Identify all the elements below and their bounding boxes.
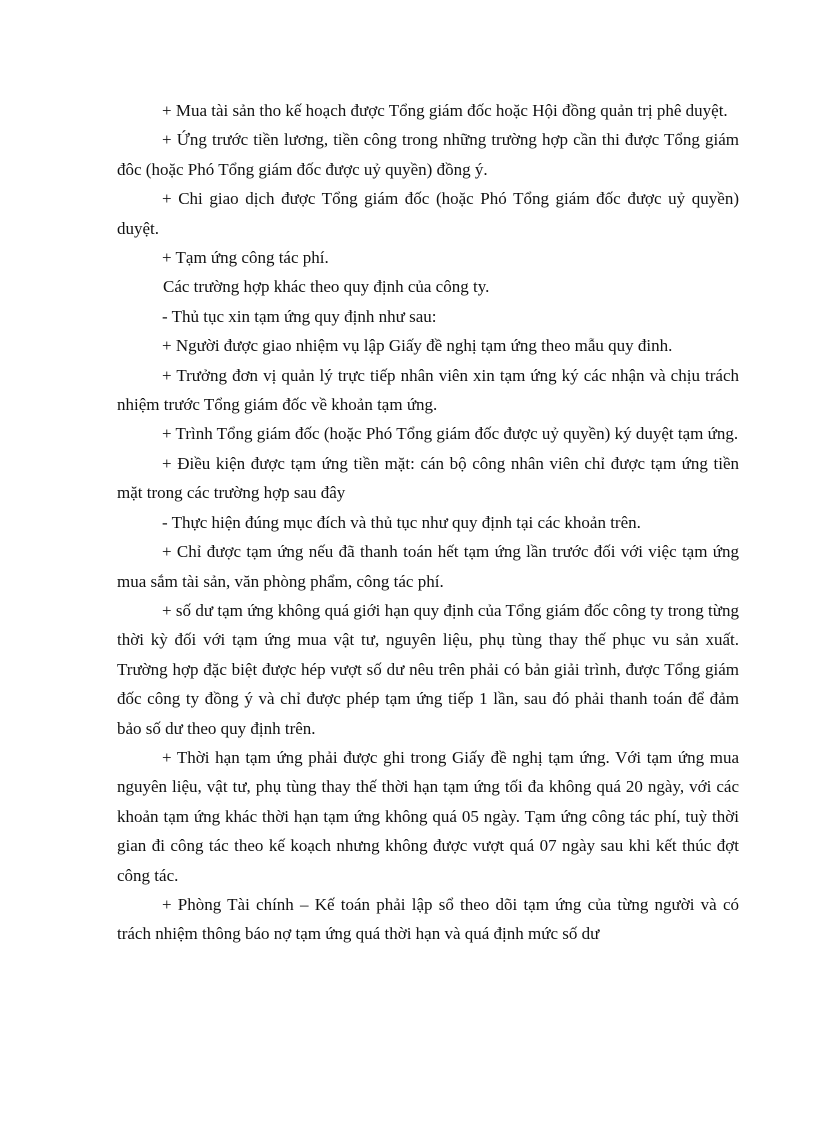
paragraph-advance-procedure: - Thủ tục xin tạm ứng quy định như sau: [162,306,437,326]
paragraph-salary-advance: + Ứng trước tiền lương, tiền công trong những trường hợp cần thi được Tổng giám đôc (hoặc Phó Tổng giám đốc được uỷ quyền) đồng ý. [117,130,739,179]
paragraph-cash-advance-conditions: + Điều kiện được tạm ứng tiền mặt: cán bộ công nhân viên chỉ được tạm ứng tiền mặt trong các trường hợp sau đây [117,453,739,503]
paragraph-request-form: + Người được giao nhiệm vụ lập Giấy đề nghị tạm ứng theo mẫu quy đinh. [162,336,673,356]
paragraph-other-cases: Các trường hợp khác theo quy định của công ty. [163,277,490,297]
paragraph-unit-head-approval: + Trưởng đơn vị quản lý trực tiếp nhân viên xin tạm ứng ký các nhận và chịu trách nhiệm trước Tổng giám đốc về khoản tạm ứng. [117,365,739,415]
paragraph-previous-settlement: + Chỉ được tạm ứng nếu đã thanh toán hết tạm ứng lần trước đối với việc tạm ứng mua sắm tài sản, văn phòng phẩm, công tác phí. [117,542,739,591]
paragraph-transaction-expense: + Chi giao dịch được Tổng giám đốc (hoặc Phó Tổng giám đốc được uỷ quyền) duyệt. [117,189,739,238]
paragraph-correct-purpose: - Thực hiện đúng mục đích và thủ tục như quy định tại các khoản trên. [162,512,641,532]
paragraph-accounting-ledger: + Phòng Tài chính – Kế toán phải lập sổ theo dõi tạm ứng của từng người và có trách nhiệm thông báo nợ tạm ứng quá thời hạn và quá định mức số dư [117,894,739,944]
paragraph-asset-purchase: + Mua tài sản tho kế hoạch được Tổng giám đốc hoặc Hội đồng quản trị phê duyệt. [162,101,728,120]
paragraph-balance-limit: + số dư tạm ứng không quá giới hạn quy định của Tổng giám đốc công ty trong từng thời kỳ đối với tạm ứng mua vật tư, nguyên liệu, phụ tùng thay thế phục vu sản xuất. Trường hợp đặc biệt được hép vượt số dư nêu trên phải có bản giải trình, được Tổng giám đốc công ty đồng ý và chỉ được phép tạm ứng tiếp 1 lần, sau đó phải thanh toán để đảm bảo số dư theo quy định trên. [117,600,739,738]
paragraph-travel-advance: + Tạm ứng công tác phí. [162,248,329,268]
paragraph-director-approval: + Trình Tổng giám đốc (hoặc Phó Tổng giám đốc được uỷ quyền) ký duyệt tạm ứng. [162,424,739,444]
document-body [117,96,739,949]
paragraph-advance-term: + Thời hạn tạm ứng phải được ghi trong Giấy đề nghị tạm ứng. Với tạm ứng mua nguyên liệu, vật tư, phụ tùng thay thế thời hạn tạm ứng tối đa không quá 20 ngày, với các khoản tạm ứng khác thời hạn tạm ứng không quá 05 ngày. Tạm ứng công tác phí, tuỳ thời gian đi công tác theo kế koạch nhưng không được vượt quá 07 ngày sau khi kết thúc đợt công tác. [117,747,739,885]
